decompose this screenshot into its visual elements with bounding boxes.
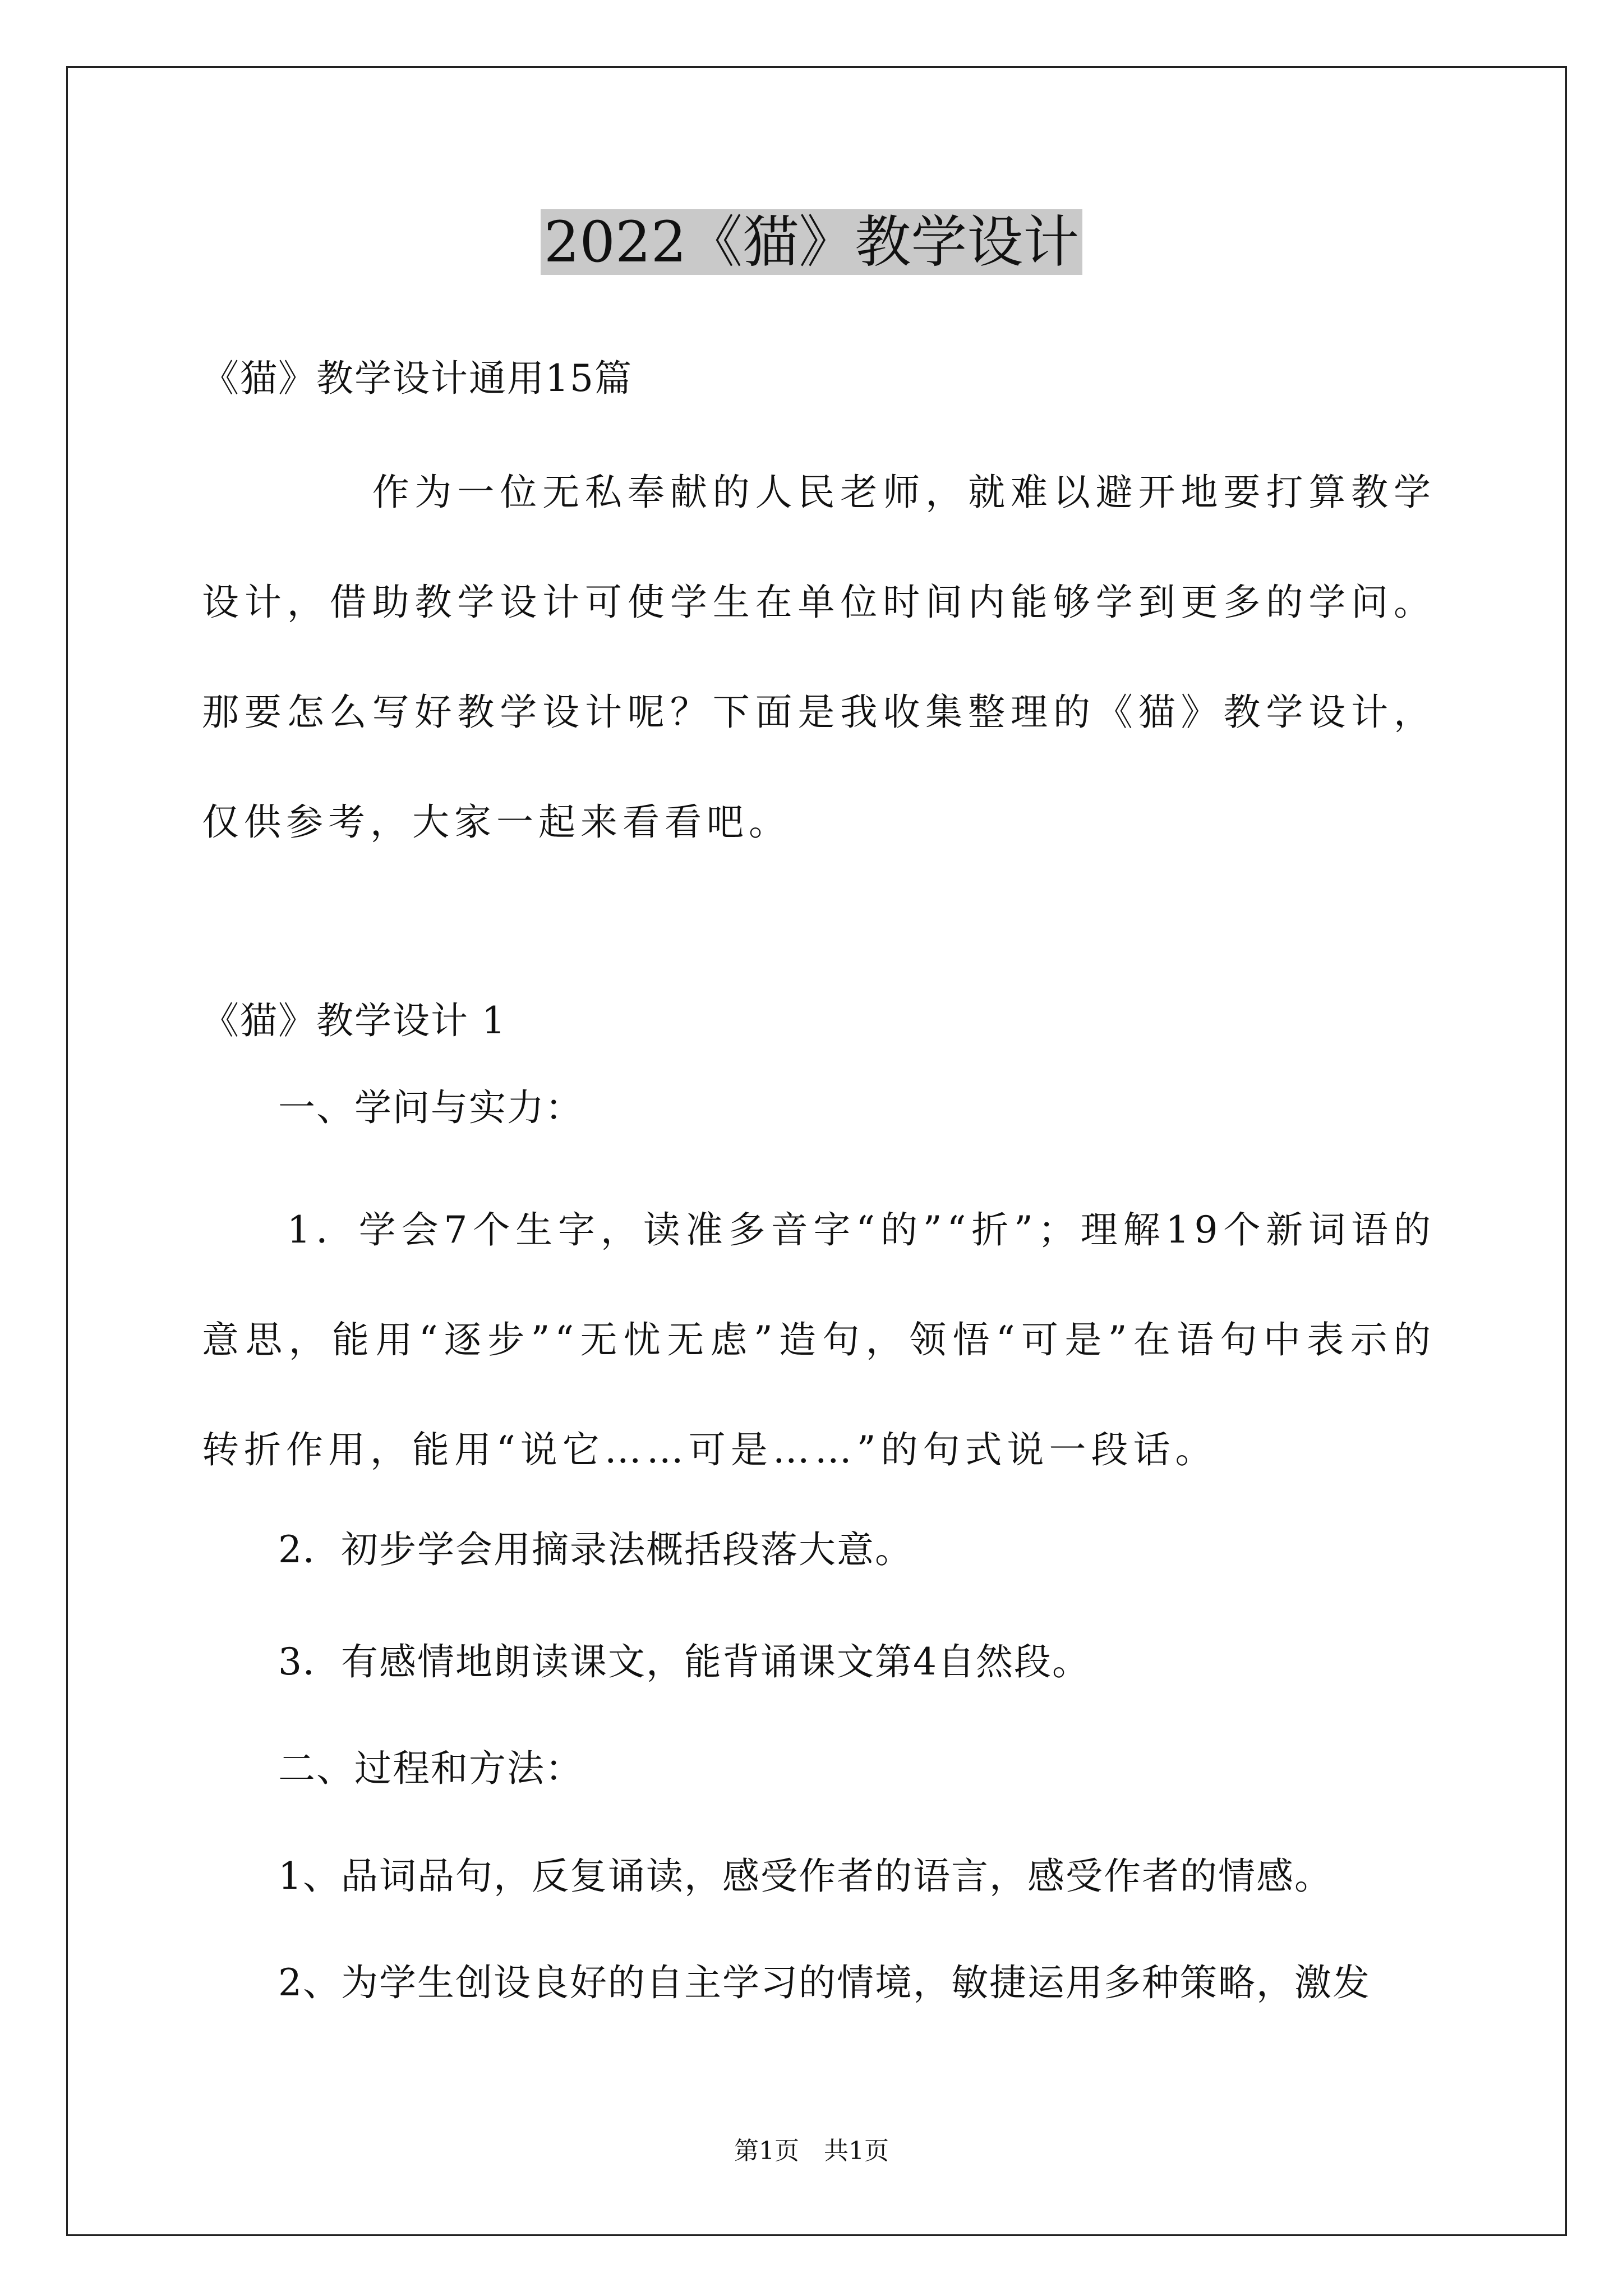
process-item-2: 2、为学生创设良好的自主学习的情境，敏捷运用多种策略，激发 — [202, 1961, 1371, 2004]
document-subtitle: 《猫》教学设计通用15篇 — [202, 357, 633, 400]
document-title: 2022《猫》教学设计 — [0, 203, 1623, 282]
intro-paragraph: 作为一位无私奉献的人民老师，就难以避开地要打算教学设计，借助教学设计可使学生在单位时间内能够学到更多的学问。那要怎么写好教学设计呢？下面是我收集整理的《猫》教学设计，仅供参考，大家一起来看看吧。 — [202, 471, 1436, 844]
objective-heading-process: 二、过程和方法： — [202, 1747, 583, 1790]
section-heading: 《猫》教学设计 1 — [202, 999, 506, 1042]
page-footer: 第1页 共1页 — [734, 2137, 889, 2165]
objective-item-1: 1．学会7个生字，读准多音字“的”“折”；理解19个新词语的意思，能用“逐步”“无忧无虑”造句，领悟“可是”在语句中表示的转折作用，能用“说它……可是……”的句式说一段话。 — [202, 1208, 1436, 1471]
objective-heading-knowledge: 一、学问与实力： — [202, 1086, 583, 1129]
objective-item-2: 2．初步学会用摘录法概括段落大意。 — [202, 1528, 913, 1571]
process-item-1: 1、品词品句，反复诵读，感受作者的语言，感受作者的情感。 — [202, 1855, 1332, 1898]
objective-item-3: 3．有感情地朗读课文，能背诵课文第4自然段。 — [202, 1640, 1090, 1683]
